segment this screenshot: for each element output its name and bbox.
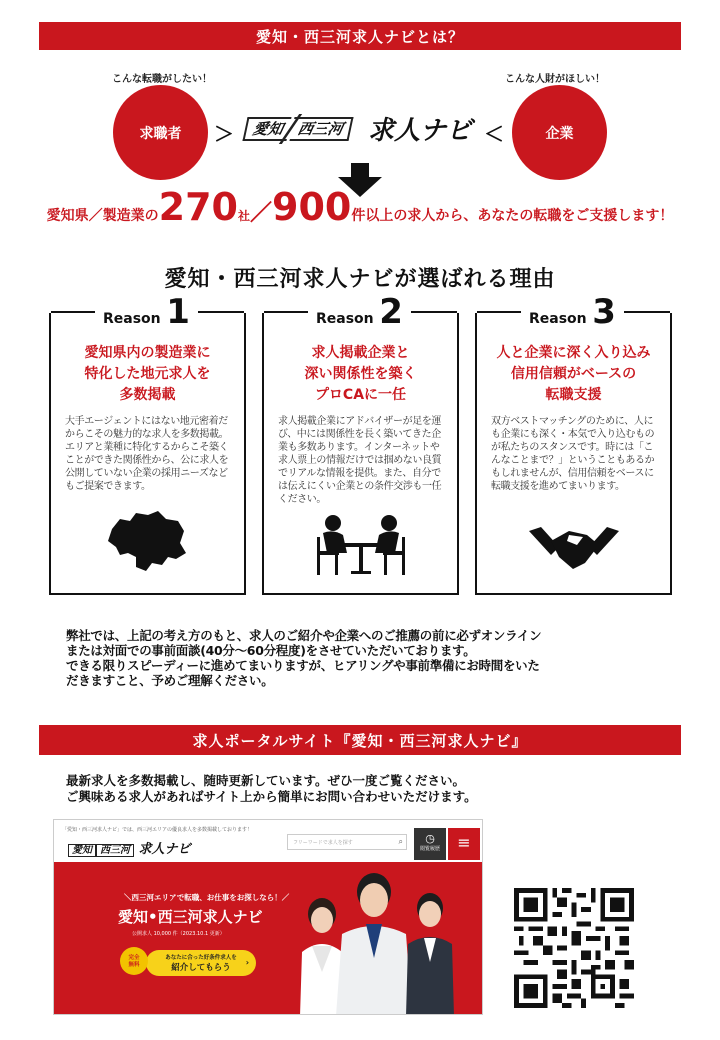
company-circle	[512, 85, 607, 180]
reason-heading	[51, 343, 244, 406]
reason-heading-line: 愛知県内の製造業に	[84, 345, 211, 361]
notice-line: だきますこと、予めご理解ください。	[66, 673, 274, 688]
reason-heading-line: 深い関係性を築く	[304, 366, 417, 382]
cta-main-text: 紹介してもらう	[171, 963, 231, 973]
reason-body: 大手エージェントにはない地元密着だからこその魅力的な求人を多数掲載。エリアと業種に特化するからこそ築くことができた関係性から、公に求人を公開していない企業の採用ニーズなどもご提案できます。	[65, 416, 229, 492]
reason-card-3	[475, 292, 672, 595]
reason-heading-line: 特化した地元求人を	[84, 366, 211, 382]
portal-line: 最新求人を多数掲載し、随時更新しています。ぜひ一度ご覧ください。	[66, 773, 466, 788]
badge-line: 無料	[128, 962, 140, 968]
meeting-icon	[313, 513, 409, 577]
section-title-about: 愛知・西三河求人ナビとは？	[39, 22, 681, 50]
aichi-map-icon	[106, 509, 190, 575]
site-logo-a: 愛知	[68, 844, 96, 857]
site-logo	[68, 838, 191, 857]
hero-title: 愛知•西三河求人ナビ	[118, 908, 263, 926]
site-header	[54, 820, 482, 862]
reason-heading-line: 信用信頼がベースの	[510, 366, 637, 382]
reason-number: 1	[166, 292, 190, 332]
reason-body: 求人掲載企業にアドバイザーが足を運び、中には関係性を長く築いてきた企業も多数あります。インターネットや求人票上の情報だけでは掴めない良質でリアルな情報を提供。また、自分では伝えにくい企業との条件交渉も一任ください。	[278, 416, 442, 505]
history-label: 閲覧履歴	[419, 846, 440, 852]
reason-body: 双方ベストマッチングのために、人にも企業にも深く・本気で入り込むものが私たちのスタンスです。時には「こんなことまで？」ということもあるかもしれませんが、信用信頼をベースに転職支援を進めてまいります。	[491, 416, 655, 492]
reason-heading-line: プロCAに一任	[314, 387, 407, 403]
reason-card-2	[262, 292, 459, 595]
handshake-icon	[529, 523, 619, 571]
site-search-placeholder: フリーワードで求人を探す	[293, 840, 353, 846]
chevron-right-icon: ›	[245, 958, 249, 967]
logo-part-b: 西三河	[289, 117, 353, 141]
history-button[interactable]	[414, 828, 446, 860]
logo-navi-text: 求人ナビ	[368, 116, 473, 146]
cta-small-text: あなたに合った好条件求人を	[165, 955, 237, 961]
history-icon: ◷	[425, 832, 435, 845]
portal-description	[66, 773, 666, 805]
search-icon: ⌕	[398, 837, 403, 846]
website-preview[interactable]	[53, 819, 483, 1015]
reason-word: Reason	[316, 311, 374, 327]
reason-card-1	[49, 292, 246, 595]
brand-logo	[235, 114, 361, 144]
badge-line: 完全	[128, 955, 140, 961]
company-label: 企業	[545, 125, 574, 142]
company-tagline: こんな人財がほしい！	[505, 74, 605, 85]
reason-heading-line: 転職支援	[545, 387, 602, 403]
logo-part-a: 愛知	[242, 117, 291, 141]
hero-subtitle: ＼西三河エリアで転職、お仕事をお探しなら！／	[124, 893, 290, 902]
seeker-circle	[113, 85, 208, 180]
free-badge	[120, 947, 148, 975]
hero-cta-button[interactable]	[146, 950, 256, 976]
site-hero	[54, 862, 482, 1015]
site-logo-b: 西三河	[96, 844, 134, 857]
notice-line: または対面での事前面談(40分〜60分程度)をさせていただいております。	[66, 643, 476, 658]
reason-word: Reason	[103, 311, 161, 327]
reason-number: 3	[592, 292, 616, 332]
chevron-left-icon: ＜	[484, 122, 504, 146]
reason-heading-line: 人と企業に深く入り込み	[496, 345, 651, 361]
site-logo-navi: 求人ナビ	[138, 842, 191, 857]
seeker-label: 求職者	[139, 125, 182, 142]
job-count: 900	[272, 185, 352, 229]
seeker-tagline: こんな転職がしたい！	[112, 74, 212, 85]
reason-heading	[477, 343, 670, 406]
headline-pre: 愛知県／製造業の	[46, 208, 159, 224]
people-photo	[282, 862, 482, 1015]
notice-line: できる限りスピーディーに進めてまいりますが、ヒアリングや事前準備にお時間をいた	[66, 658, 540, 673]
chevron-right-icon: ＞	[214, 122, 234, 146]
reason-heading	[264, 343, 457, 406]
section-title-portal: 求人ポータルサイト『愛知・西三河求人ナビ』	[39, 725, 681, 755]
headline	[0, 185, 720, 229]
hamburger-menu-icon[interactable]: ≡	[448, 828, 480, 860]
notice-line: 弊社では、上記の考え方のもと、求人のご紹介や企業へのご推薦の前に必ずオンライン	[66, 628, 542, 643]
notice-paragraph	[66, 628, 666, 688]
headline-post: 件以上の求人から、あなたの転職をご支援します！	[351, 208, 674, 224]
portal-line: ご興味ある求人があればサイト上から簡単にお問い合わせいただけます。	[66, 789, 477, 804]
qr-code[interactable]	[514, 888, 634, 1008]
reason-number: 2	[379, 292, 403, 332]
company-count: 270	[158, 185, 238, 229]
company-unit: 社	[237, 209, 250, 223]
site-small-text: 「愛知・西三河求人ナビ」では、西三河エリアの優良求人を多数掲載しております！	[62, 827, 253, 833]
reason-heading-line: 多数掲載	[119, 387, 176, 403]
reasons-title: 愛知・西三河求人ナビが選ばれる理由	[164, 267, 556, 292]
reason-word: Reason	[529, 311, 587, 327]
headline-sep: ／	[250, 201, 273, 226]
reason-heading-line: 求人掲載企業と	[311, 345, 410, 361]
hero-job-count: 公開求人 10,000 件（2023.10.1 更新）	[132, 931, 225, 937]
site-search-input[interactable]	[287, 834, 407, 850]
